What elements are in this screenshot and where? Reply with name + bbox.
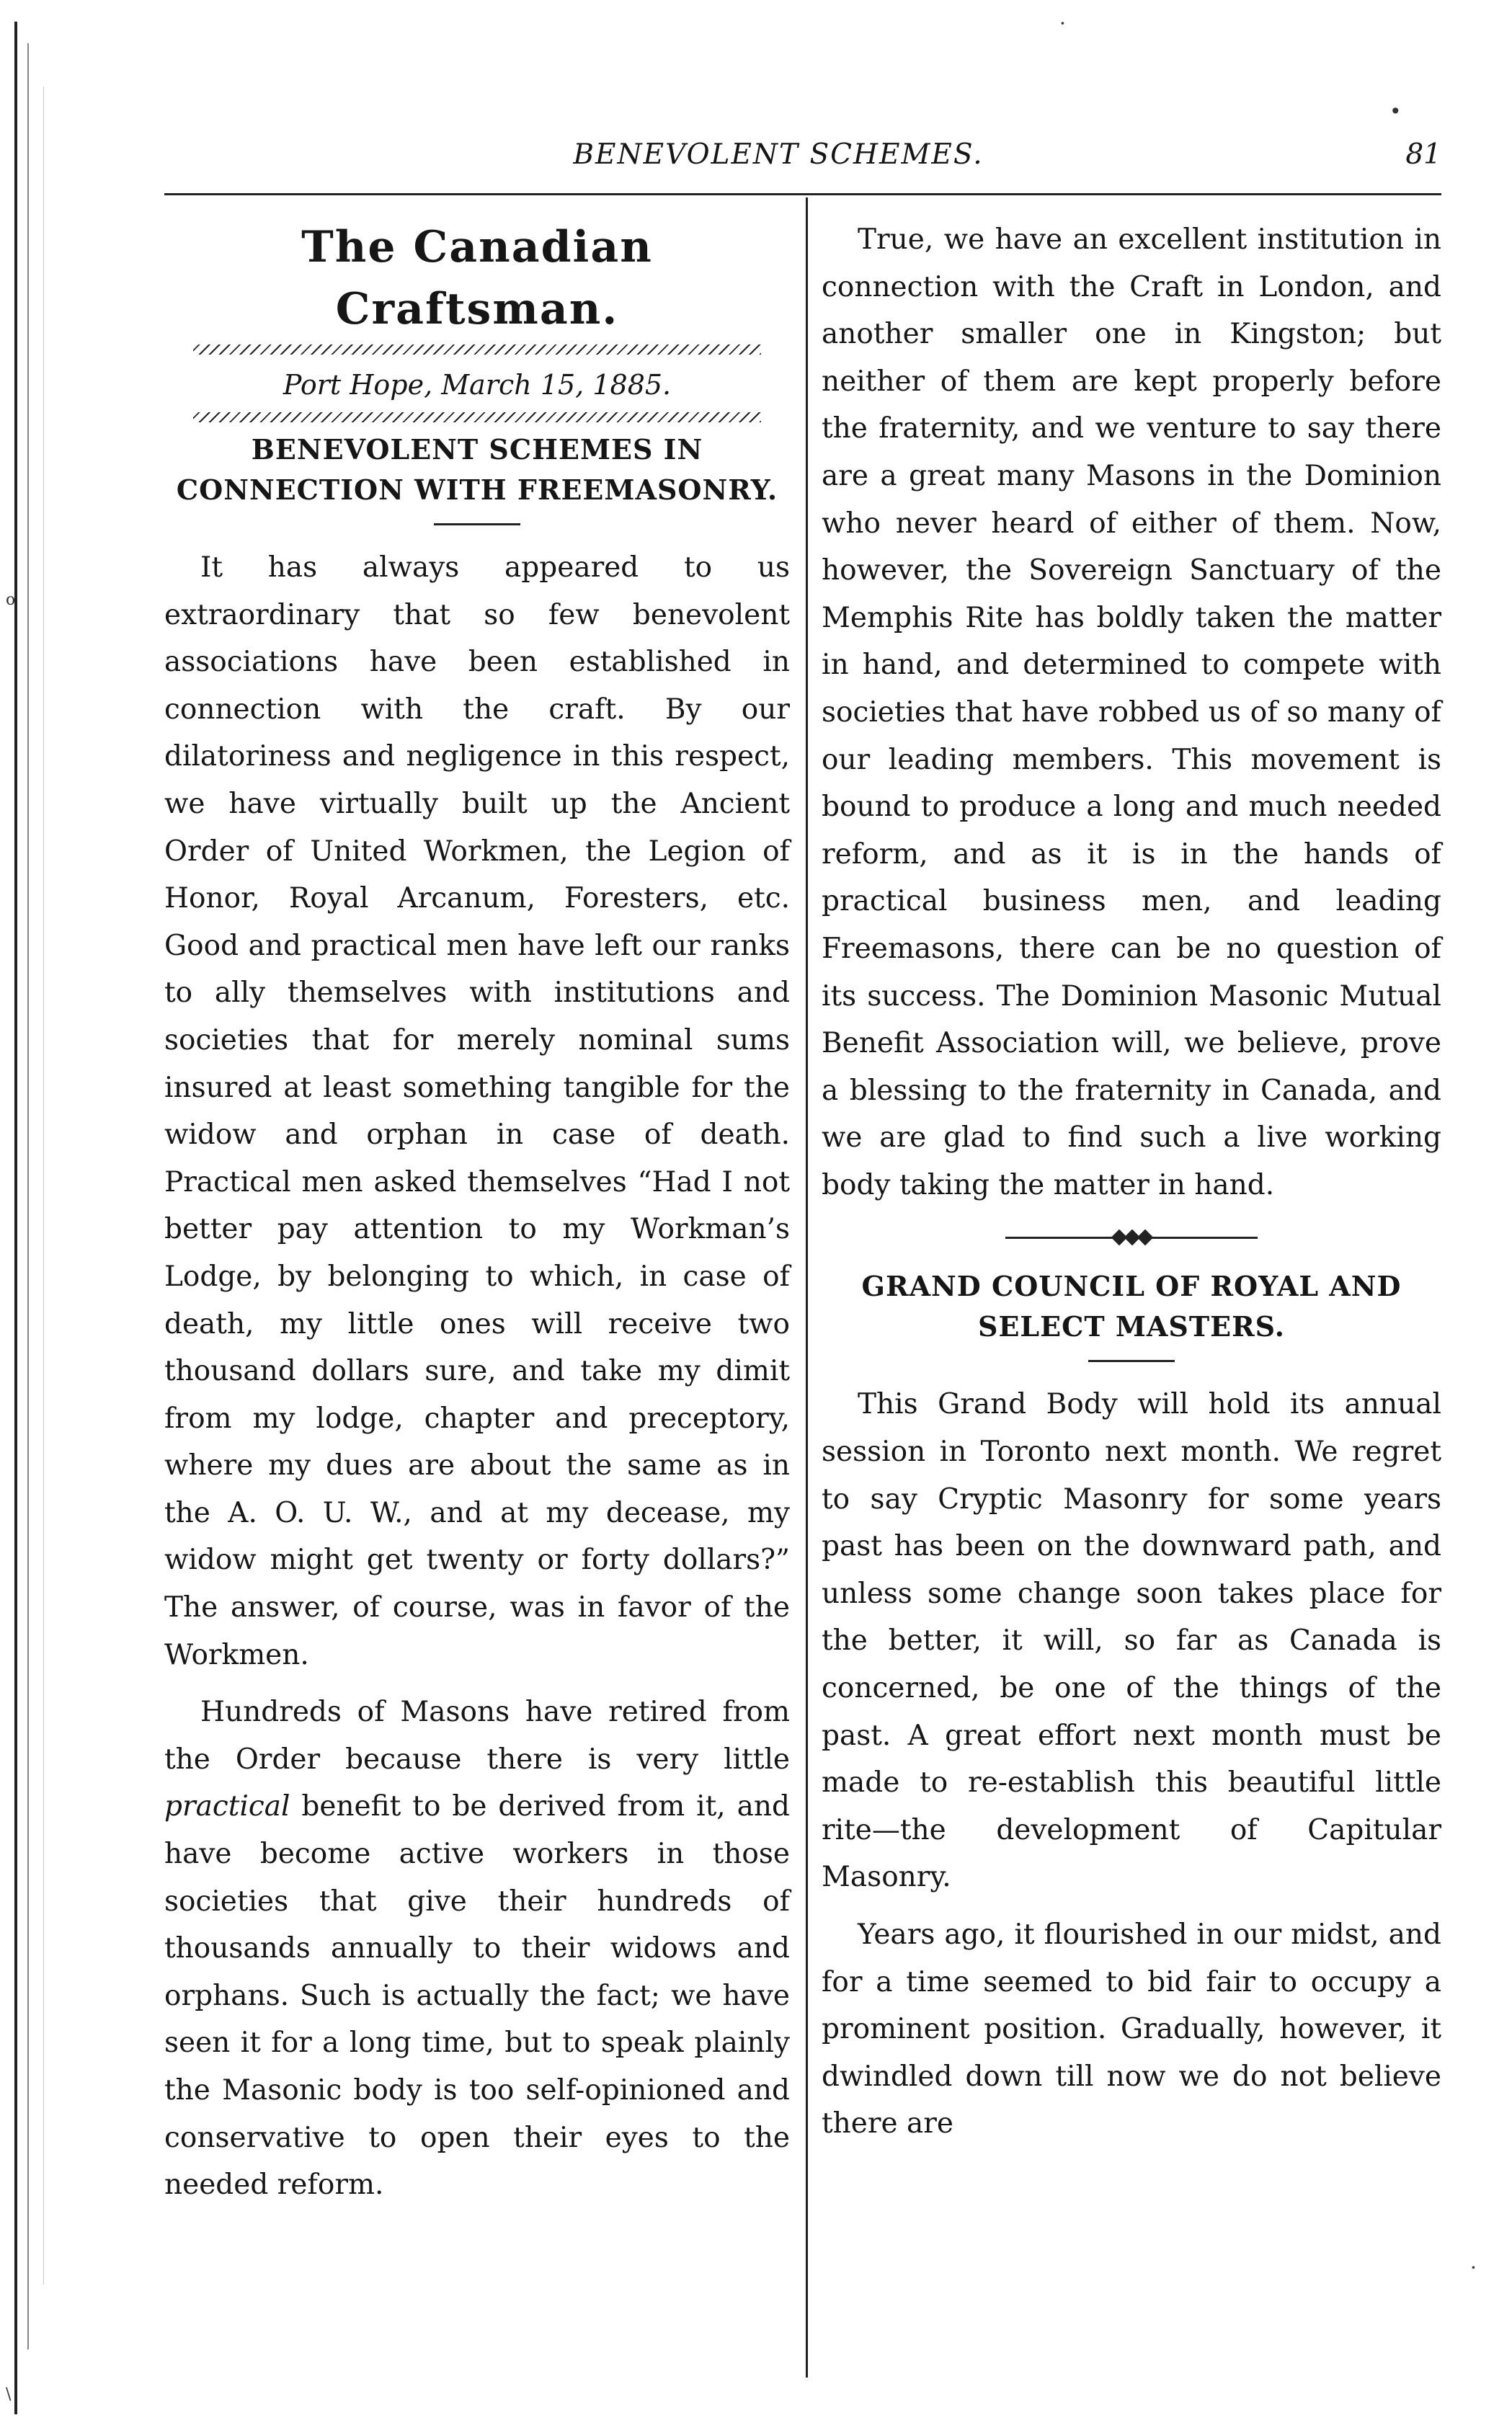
page-number: 81 [1405, 138, 1441, 171]
running-head: BENEVOLENT SCHEMES. [573, 138, 984, 171]
speck: • [1389, 99, 1402, 123]
article-paragraph [164, 1689, 790, 2209]
edge-mark: o [6, 591, 16, 609]
dateline: Port Hope, March 15, 1885. [283, 369, 672, 401]
article-headline: GRAND COUNCIL OF ROYAL AND SELECT MASTERS. [861, 1270, 1402, 1343]
right-column [822, 216, 1441, 2148]
article-paragraph: True, we have an excellent institution in connection with the Craft in London, and another smaller one in Kingston; but neither of them are kept properly before the fraternity, and we venture to say there are a great many Masons in the Dominion who never heard of either of them. Now, however, the Sovereign Sanctuary of the Memphis Rite has boldly taken the matter in hand, and determined to compete with societies that have robbed us of so many of our leading members. This movement is bound to produce a long and much needed reform, and as it is in the hands of practical business men, and leading Freemasons, there can be no question of its success. The Dominion Masonic Mutual Benefit Association will, we believe, prove a blessing to the fraternity in Canada, and we are glad to find such a live working body taking the matter in hand. [822, 223, 1441, 1201]
left-column [164, 216, 790, 2209]
article-paragraph: This Grand Body will hold its annual session in Toronto next month. We regret to say Cryptic Masonry for some years past has been on the downward path, and unless some change soon takes place for the better, it will, so far as Canada is concerned, be one of the things of the past. A great effort next month must be made to re-establish this beautiful little rite—the development of Capitular Masonry. [822, 1388, 1441, 1894]
article-paragraph: Years ago, it flourished in our midst, and for a time seemed to bid fair to occupy a prominent position. Gradually, however, it dwindled down till now we do not believe there are [822, 1918, 1441, 2140]
column-divider [806, 197, 808, 2378]
article-headline: BENEVOLENT SCHEMES IN CONNECTION WITH FREEMASONRY. [176, 433, 778, 506]
masthead: The Canadian Craftsman. [301, 222, 653, 334]
page-edge-line-faint [43, 86, 44, 2285]
paragraph-text: Hundreds of Masons have retired from the Order because there is very little [164, 1696, 790, 1776]
speck: · [1470, 2256, 1477, 2280]
short-rule [1088, 1360, 1175, 1362]
wavy-rule [193, 344, 761, 355]
paragraph-text: benefit to be derived from it, and have become active workers in those societies that give their hundreds of thousands annually to their widows and orphans. Such is actually the fact; we have seen it for a long time, but to speak plainly the Masonic body is too self-opinioned and conservative to open their eyes to the needed reform. [164, 1790, 790, 2202]
page-edge-shadow [14, 22, 17, 2414]
edge-mark: \ [6, 2385, 12, 2403]
speck: · [1059, 12, 1066, 35]
section-ornament [1005, 1230, 1258, 1246]
header-rule [164, 193, 1441, 195]
short-rule [434, 523, 520, 525]
page-edge-line [27, 43, 29, 2349]
italic-word: practical [164, 1790, 290, 1823]
article-paragraph: It has always appeared to us extraordinary that so few benevolent associations have been established in connection with the craft. By our dilatoriness and negligence in this respect, we have virtually built up the Ancient Order of United Workmen, the Legion of Honor, Royal Arcanum, Foresters, etc. Good and practical men have left our ranks to ally themselves with institutions and societies that for merely nominal sums insured at least something tangible for the widow and orphan in case of death. Practical men asked themselves “Had I not better pay attention to my Workman’s Lodge, by belonging to which, in case of death, my little ones will receive two thousand dollars sure, and take my dimit from my lodge, chapter and preceptory, where my dues are about the same as in the A. O. U. W., and at my decease, my widow might get twenty or forty dollars?” The answer, of course, was in favor of the Workmen. [164, 551, 790, 1671]
wavy-rule [193, 412, 761, 422]
